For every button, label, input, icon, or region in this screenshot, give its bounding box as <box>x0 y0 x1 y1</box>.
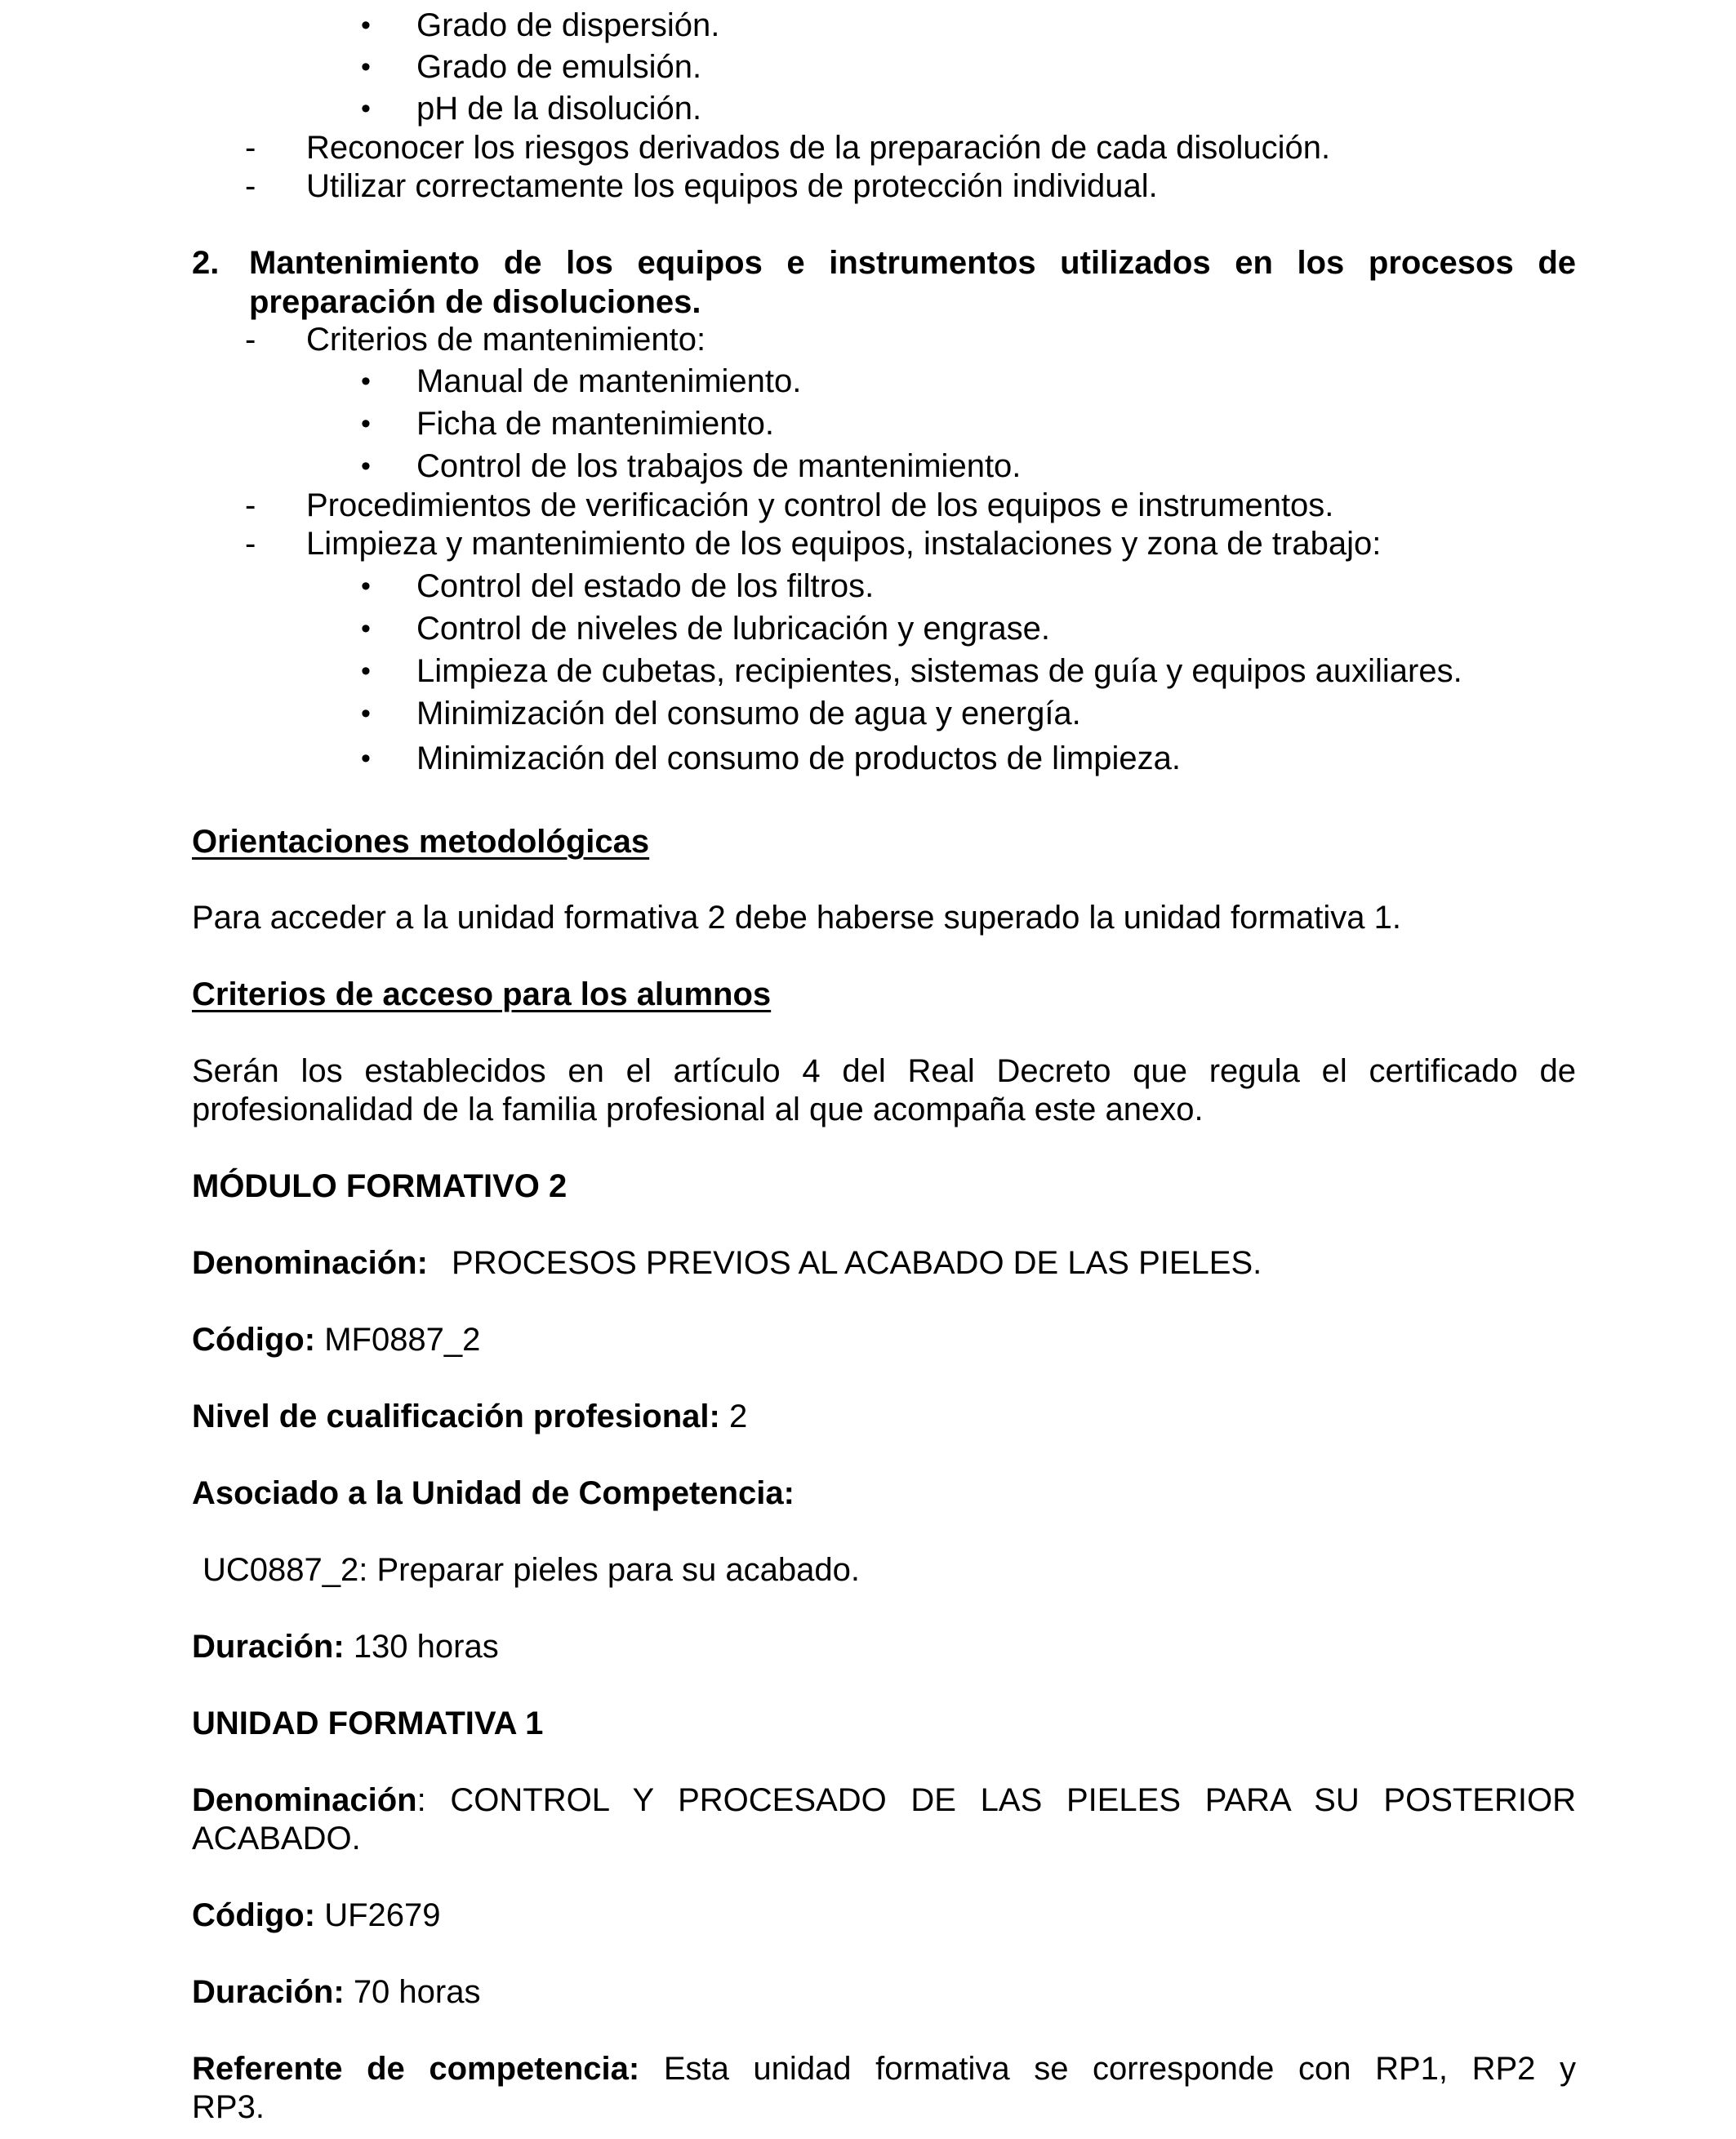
modulo-duracion <box>192 1627 499 1666</box>
modulo-nivel-label: Nivel de cualificación profesional: <box>192 1399 720 1434</box>
list-item: Limpieza y mantenimiento de los equipos, instalaciones y zona de trabajo: <box>306 526 1382 562</box>
section-title-line2: preparación de disoluciones. <box>249 284 701 320</box>
bullet-marker: • <box>361 698 371 729</box>
modulo-nivel <box>192 1397 747 1436</box>
unidad-duracion-label: Duración: <box>192 1974 345 2010</box>
bullet-marker: • <box>361 408 371 439</box>
modulo-asociado-label: Asociado a la Unidad de Competencia: <box>192 1475 795 1511</box>
criterios-heading: Criterios de acceso para los alumnos <box>192 976 772 1012</box>
unidad-codigo-value: UF2679 <box>324 1897 441 1933</box>
bullet-marker: • <box>361 743 371 774</box>
unidad-denominacion-line2: ACABADO. <box>192 1821 361 1857</box>
list-item: Manual de mantenimiento. <box>416 363 802 399</box>
unidad-denominacion-line1 <box>192 1781 1576 1820</box>
list-item: Grado de dispersión. <box>416 7 720 43</box>
modulo-nivel-value: 2 <box>728 1399 748 1434</box>
bullet-marker: • <box>361 51 371 82</box>
unidad-denominacion-label: Denominación <box>192 1782 417 1818</box>
list-item: Control de los trabajos de mantenimiento. <box>416 448 1022 484</box>
list-item: pH de la disolución. <box>416 91 702 127</box>
unidad-codigo-label: Código: <box>192 1897 316 1933</box>
criterios-text-line1: Serán los establecidos en el artículo 4 del Real Decreto que regula el certificado de <box>192 1053 1576 1089</box>
bullet-marker: • <box>361 10 371 41</box>
unidad-referente-line1 <box>192 2049 1576 2088</box>
list-item: Criterios de mantenimiento: <box>306 322 706 358</box>
list-item: Reconocer los riesgos derivados de la preparación de cada disolución. <box>306 130 1331 166</box>
section-title <box>249 243 1576 322</box>
section-title-line1: Mantenimiento de los equipos e instrumentos utilizados en los procesos de <box>249 245 1576 281</box>
unidad-denominacion-value: : CONTROL Y PROCESADO DE LAS PIELES PARA SU POSTERIOR <box>416 1782 1576 1818</box>
section-number: 2. <box>192 245 220 281</box>
list-item: Ficha de mantenimiento. <box>416 406 775 442</box>
modulo-heading: MÓDULO FORMATIVO 2 <box>192 1168 568 1204</box>
bullet-marker: • <box>361 656 371 687</box>
unidad-duracion-value: 70 horas <box>353 1974 481 2010</box>
list-item: Utilizar correctamente los equipos de protección individual. <box>306 168 1158 204</box>
dash-marker: - <box>245 322 256 358</box>
modulo-codigo <box>192 1320 480 1359</box>
list-item: Procedimientos de verificación y control de los equipos e instrumentos. <box>306 487 1334 523</box>
unidad-codigo <box>192 1896 441 1935</box>
unidad-heading: UNIDAD FORMATIVA 1 <box>192 1705 544 1741</box>
dash-marker: - <box>245 168 256 204</box>
list-item: Grado de emulsión. <box>416 49 702 85</box>
modulo-denominacion <box>192 1243 1262 1283</box>
bullet-marker: • <box>361 571 371 602</box>
dash-marker: - <box>245 526 256 562</box>
list-item: Minimización del consumo de agua y energía. <box>416 696 1081 732</box>
modulo-denominacion-value: PROCESOS PREVIOS AL ACABADO DE LAS PIELES. <box>452 1245 1262 1281</box>
list-item: Limpieza de cubetas, recipientes, sistemas de guía y equipos auxiliares. <box>416 653 1462 689</box>
dash-marker: - <box>245 130 256 166</box>
bullet-marker: • <box>361 451 371 482</box>
unidad-referente-value: Esta unidad formativa se corresponde con RP1, RP2 y <box>663 2051 1576 2087</box>
modulo-codigo-label: Código: <box>192 1322 316 1358</box>
criterios-text-line2: profesionalidad de la familia profesional al que acompaña este anexo. <box>192 1092 1204 1127</box>
bullet-marker: • <box>361 366 371 397</box>
dash-marker: - <box>245 487 256 523</box>
bullet-marker: • <box>361 613 371 644</box>
modulo-uc: UC0887_2: Preparar pieles para su acabado. <box>203 1552 860 1588</box>
list-item: Control del estado de los filtros. <box>416 568 875 604</box>
list-item: Control de niveles de lubricación y engrase. <box>416 611 1050 647</box>
unidad-referente-label: Referente de competencia: <box>192 2051 640 2087</box>
orientaciones-heading: Orientaciones metodológicas <box>192 824 650 860</box>
modulo-codigo-value: MF0887_2 <box>324 1322 481 1358</box>
list-item: Minimización del consumo de productos de limpieza. <box>416 740 1182 776</box>
modulo-duracion-label: Duración: <box>192 1629 345 1665</box>
orientaciones-text: Para acceder a la unidad formativa 2 debe haberse superado la unidad formativa 1. <box>192 900 1401 936</box>
bullet-marker: • <box>361 93 371 124</box>
modulo-duracion-value: 130 horas <box>353 1629 499 1665</box>
unidad-referente-line2: RP3. <box>192 2089 265 2125</box>
modulo-denominacion-label: Denominación: <box>192 1245 428 1281</box>
unidad-duracion <box>192 1972 480 2012</box>
